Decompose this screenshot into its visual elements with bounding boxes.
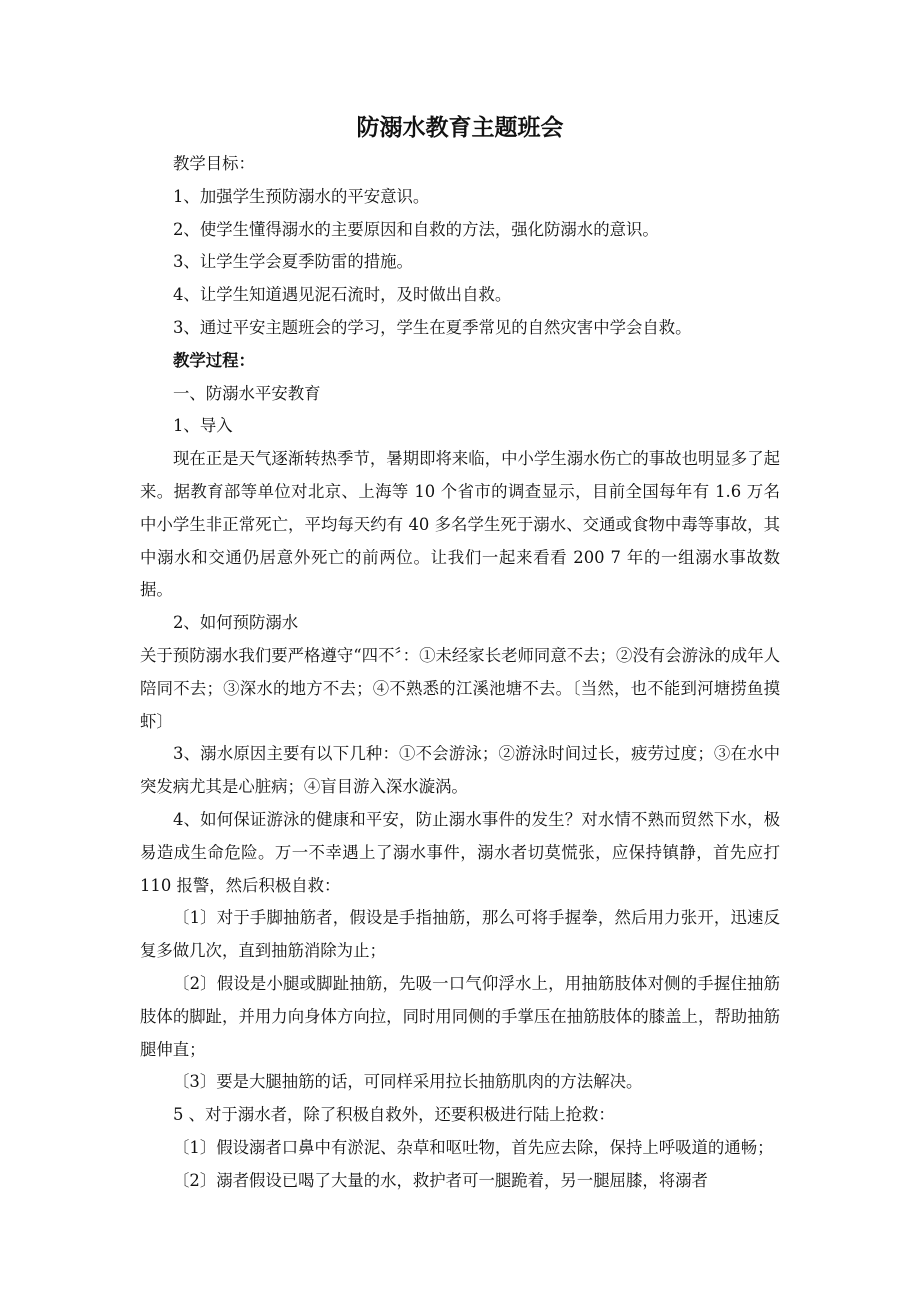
rescue-heading: 5 、对于溺水者，除了积极自救外，还要积极进行陆上抢救： xyxy=(173,1105,615,1125)
self-rescue-item-3: 〔3〕要是大腿抽筋的话，可同样采用拉长抽筋肌肉的方法解决。 xyxy=(173,1072,643,1092)
subheading-prevention: 2、如何预防溺水 xyxy=(173,613,299,633)
causes-paragraph: 3、溺水原因主要有以下几种：①不会游泳；②游泳时间过长，疲劳过度；③在水中突发病尤其是心脏病；④盲目游入深水漩涡。 xyxy=(140,744,780,797)
goal-item-2: 2、使学生懂得溺水的主要原因和自救的方法，强化防溺水的意识。 xyxy=(173,219,659,239)
intro-paragraph: 现在正是天气逐渐转热季节，暑期即将来临，中小学生溺水伤亡的事故也明显多了起来。据教育部等单位对北京、上海等 10 个省市的调查显示，目前全国每年有 1.6 万名中小学生非正常死亡，平均每天约有 40 多名学生死于溺水、交通或食物中毒等事故，其中溺水和交通仍居意外死亡的前两位。让我们一起来看看 200 7 年的一组溺水事故数据。 xyxy=(140,449,780,600)
goal-item-4: 4、让学生知道遇见泥石流时，及时做出自救。 xyxy=(173,285,512,305)
section-heading-1: 一、防溺水平安教育 xyxy=(173,383,321,403)
self-rescue-item-2: 〔2〕假设是小腿或脚趾抽筋，先吸一口气仰浮水上，用抽筋肢体对侧的手握住抽筋肢体的脚趾，并用力向身体方向拉，同时用同侧的手掌压在抽筋肢体的膝盖上，帮助抽筋腿伸直； xyxy=(140,973,780,1059)
prevention-paragraph: 关于预防溺水我们要严格遵守“四不〞：①未经家长老师同意不去；②没有会游泳的成年人陪同不去；③深水的地方不去；④不熟悉的江溪池塘不去。〔当然，也不能到河塘捞鱼摸虾〕 xyxy=(140,645,780,731)
document-title: 防溺水教育主题班会 xyxy=(356,115,564,141)
goal-heading: 教学目标： xyxy=(173,154,255,173)
self-rescue-item-1: 〔1〕对于手脚抽筋者，假设是手指抽筋，那么可将手握拳，然后用力张开，迅速反复多做几次，直到抽筋消除为止； xyxy=(140,908,780,961)
process-heading: 教学过程： xyxy=(173,350,255,370)
goal-item-5: 3、通过平安主题班会的学习，学生在夏季常见的自然灾害中学会自救。 xyxy=(173,317,692,337)
subheading-intro: 1、导入 xyxy=(173,416,233,436)
rescue-item-1: 〔1〕假设溺者口鼻中有淤泥、杂草和呕吐物，首先应去除，保持上呼吸道的通畅； xyxy=(173,1137,774,1157)
rescue-item-2: 〔2〕溺者假设已喝了大量的水，救护者可一腿跪着，另一腿屈膝，将溺者 xyxy=(173,1170,708,1190)
goal-item-1: 1、加强学生预防溺水的平安意识。 xyxy=(173,186,430,206)
goal-item-3: 3、让学生学会夏季防雷的措施。 xyxy=(173,252,413,272)
document-page xyxy=(140,108,780,1198)
safety-paragraph: 4、如何保证游泳的健康和平安，防止溺水事件的发生？对水情不熟而贸然下水，极易造成生命危险。万一不幸遇上了溺水事件，溺水者切莫慌张，应保持镇静，首先应打 110 报警，然后积极自救： xyxy=(140,809,780,895)
